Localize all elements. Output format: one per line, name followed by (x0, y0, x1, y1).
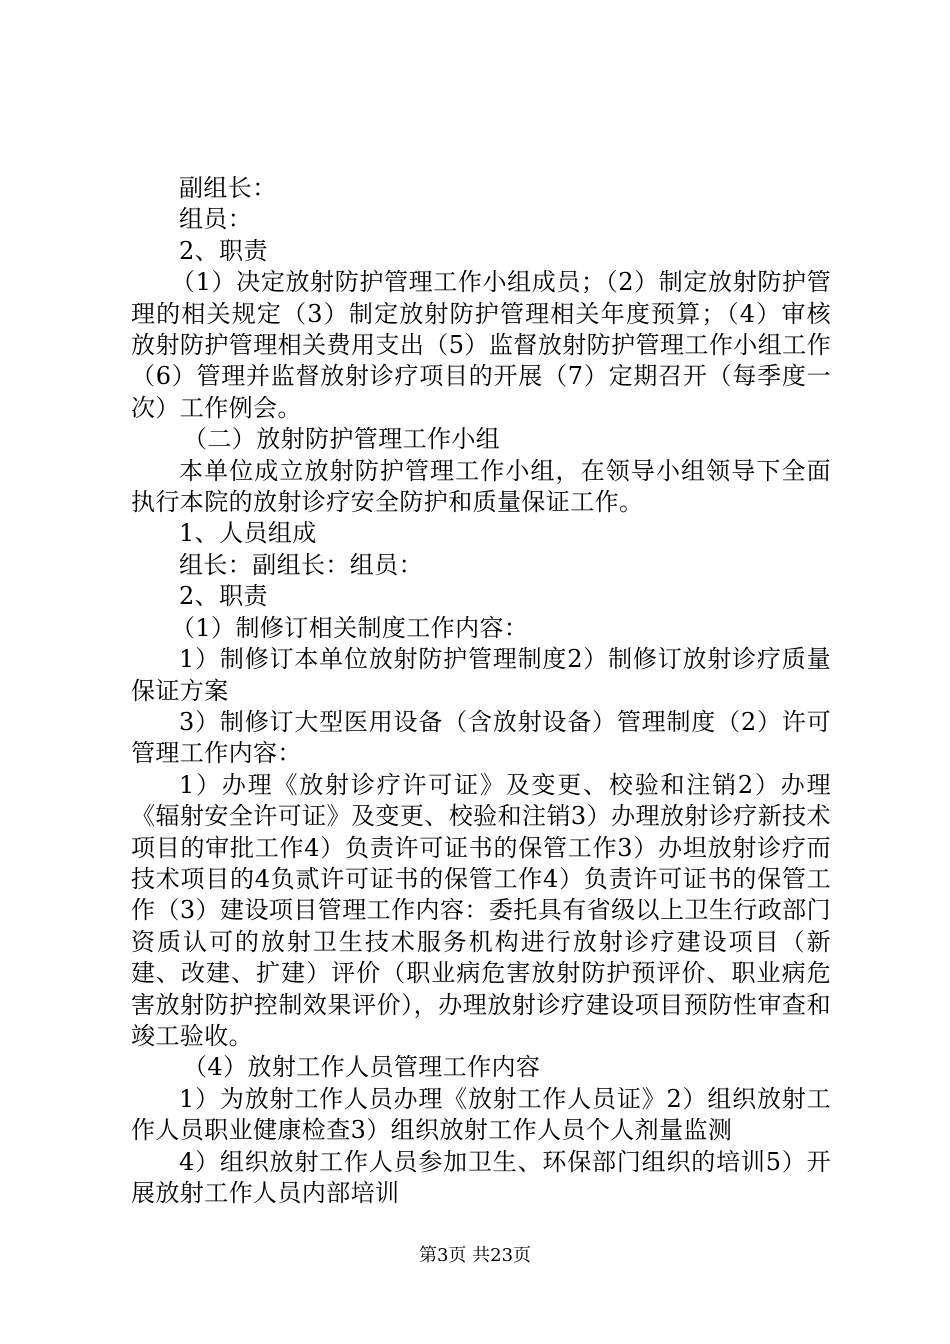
paragraph: 副组长： (179, 174, 277, 202)
paragraph: 1）为放射工作人员办理《放射工作人员证》2）组织放射工作人员职业健康检查3）组织放射工作人员个人剂量监测 (131, 1084, 831, 1145)
paragraph: （1）制修订相关制度工作内容： (171, 613, 529, 642)
page-number-label: 第3页 共23页 (418, 1245, 532, 1266)
paragraph: 1）办理《放射诊疗许可证》及变更、校验和注销2）办理《辐射安全许可证》及变更、校验和注销3）办理放射诊疗新技术项目的审批工作4）负责许可证书的保管工作3）办坦放射诊疗而技术项目的4负贰许可证书的保管工作4）负责许可证书的保管工作（3）建设项目管理工作内容：委托具有省级以上卫生行政部门资质认可的放射卫生技术服务机构进行放射诊疗建设项目（新建、改建、扩建）评价（职业病危害放射防护预评价、职业病危害放射防护控制效果评价），办理放射诊疗建设项目预防性审查和竣工验收。 (131, 770, 831, 1050)
page-footer (0, 1244, 950, 1268)
document-body (131, 173, 831, 1209)
paragraph: 2、职责 (179, 582, 268, 611)
paragraph: （4）放射工作人员管理工作内容 (183, 1053, 541, 1082)
paragraph: 组长：副组长：组员： (179, 550, 423, 579)
paragraph: 4）组织放射工作人员参加卫生、环保部门组织的培训5）开展放射工作人员内部培训 (131, 1147, 831, 1207)
paragraph: 3）制修订大型医用设备（含放射设备）管理制度（2）许可管理工作内容： (131, 707, 831, 768)
paragraph: （1）决定放射防护管理工作小组成员；（2）制定放射防护管理的相关规定（3）制定放射防护管理相关年度预算；（4）审核放射防护管理相关费用支出（5）监督放射防护管理工作小组工作（6）管理并监督放射诊疗项目的开展（7）定期召开（每季度一次）工作例会。 (131, 268, 831, 422)
paragraph: 本单位成立放射防护管理工作小组，在领导小组领导下全面执行本院的放射诊疗安全防护和质量保证工作。 (131, 456, 831, 517)
section-heading: （二）放射防护管理工作小组 (183, 425, 501, 454)
paragraph: 2、职责 (179, 236, 268, 265)
paragraph: 1）制修订本单位放射防护管理制度2）制修订放射诊疗质量保证方案 (131, 645, 831, 705)
paragraph: 1、人员组成 (179, 519, 317, 548)
paragraph: 组员： (179, 205, 253, 234)
